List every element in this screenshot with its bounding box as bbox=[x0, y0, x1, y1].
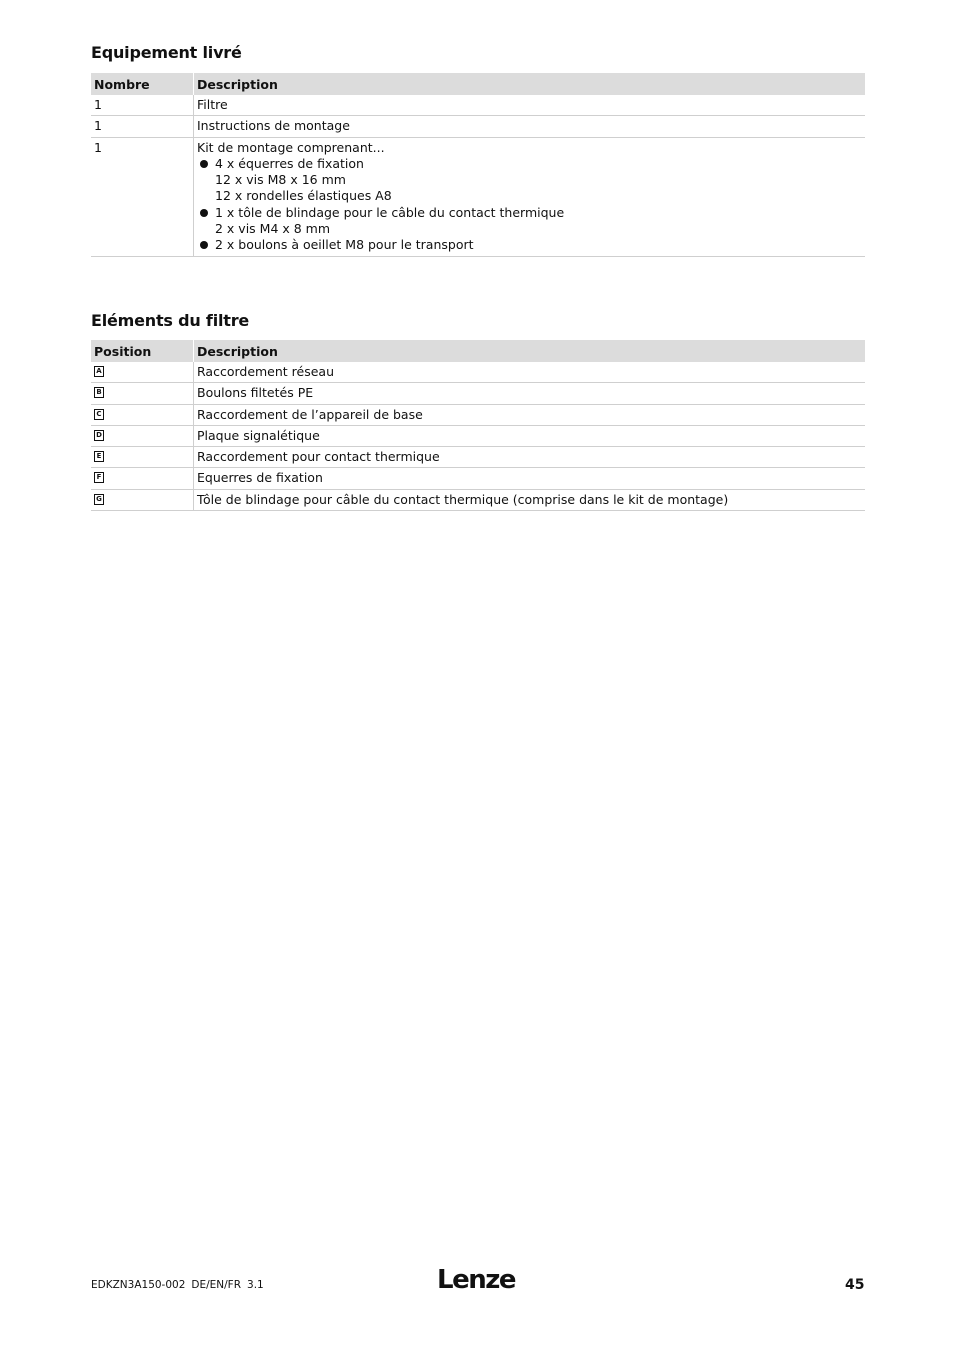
table-row bbox=[91, 468, 865, 489]
position-cell bbox=[91, 383, 194, 404]
count-cell: 1 bbox=[91, 137, 194, 256]
bullet-icon bbox=[200, 160, 208, 168]
description-cell: Raccordement pour contact thermique bbox=[194, 447, 866, 468]
footer-doc-info bbox=[91, 1279, 270, 1291]
description-cell: Filtre bbox=[194, 95, 866, 116]
position-cell bbox=[91, 404, 194, 425]
kit-item bbox=[197, 205, 862, 221]
kit-subitem bbox=[197, 221, 862, 237]
kit-subitem-label: 12 x rondelles élastiques A8 bbox=[215, 188, 392, 204]
lenze-logo: Lenze bbox=[437, 1265, 515, 1295]
doc-version: 3.1 bbox=[247, 1279, 264, 1291]
position-marker-icon: A bbox=[94, 366, 104, 377]
table-row bbox=[91, 404, 865, 425]
kit-item bbox=[197, 237, 862, 253]
delivery-table bbox=[91, 73, 865, 257]
position-marker-icon: C bbox=[94, 409, 104, 420]
description-cell bbox=[194, 137, 866, 256]
table-row bbox=[91, 383, 865, 404]
position-cell bbox=[91, 425, 194, 446]
kit-item-label: 1 x tôle de blindage pour le câble du contact thermique bbox=[215, 204, 565, 220]
section-title-filter-elements: Eléments du filtre bbox=[91, 311, 250, 330]
kit-subitem-label: 12 x vis M8 x 16 mm bbox=[215, 172, 346, 188]
position-cell bbox=[91, 468, 194, 489]
position-marker-icon: E bbox=[94, 451, 104, 462]
description-cell: Raccordement réseau bbox=[194, 362, 866, 383]
position-cell bbox=[91, 489, 194, 510]
table-row bbox=[91, 425, 865, 446]
doc-languages: DE/EN/FR bbox=[191, 1279, 242, 1291]
table-header-row bbox=[91, 340, 865, 362]
bullet-icon bbox=[200, 241, 208, 249]
description-cell: Raccordement de l’appareil de base bbox=[194, 404, 866, 425]
count-cell: 1 bbox=[91, 116, 194, 137]
kit-subitem bbox=[197, 172, 862, 188]
bullet-icon bbox=[200, 209, 208, 217]
description-cell: Equerres de fixation bbox=[194, 468, 866, 489]
description-cell: Plaque signalétique bbox=[194, 425, 866, 446]
kit-subitem bbox=[197, 188, 862, 204]
position-marker-icon: G bbox=[94, 494, 104, 505]
position-cell bbox=[91, 362, 194, 383]
description-cell: Tôle de blindage pour câble du contact thermique (comprise dans le kit de montage) bbox=[194, 489, 866, 510]
description-cell: Boulons filtetés PE bbox=[194, 383, 866, 404]
kit-item-label: 2 x boulons à oeillet M8 pour le transport bbox=[215, 237, 474, 253]
column-header-position: Position bbox=[91, 340, 194, 362]
kit-list bbox=[197, 156, 862, 254]
table-row bbox=[91, 116, 865, 137]
table-row bbox=[91, 447, 865, 468]
page-number: 45 bbox=[845, 1277, 865, 1293]
position-marker-icon: B bbox=[94, 387, 104, 398]
table-row bbox=[91, 95, 865, 116]
position-marker-icon: D bbox=[94, 430, 104, 441]
table-header-row bbox=[91, 73, 865, 95]
description-cell: Instructions de montage bbox=[194, 116, 866, 137]
position-cell bbox=[91, 447, 194, 468]
position-marker-icon: F bbox=[94, 472, 104, 483]
kit-item bbox=[197, 156, 862, 172]
column-header-description: Description bbox=[194, 340, 866, 362]
column-header-count: Nombre bbox=[91, 73, 194, 95]
kit-subitem-label: 2 x vis M4 x 8 mm bbox=[215, 221, 331, 237]
kit-item-label: 4 x équerres de fixation bbox=[215, 155, 364, 171]
kit-intro: Kit de montage comprenant... bbox=[197, 139, 385, 155]
column-header-description: Description bbox=[194, 73, 866, 95]
table-row bbox=[91, 362, 865, 383]
table-row-kit bbox=[91, 137, 865, 256]
table-row bbox=[91, 489, 865, 510]
count-cell: 1 bbox=[91, 95, 194, 116]
doc-code: EDKZN3A150-002 bbox=[91, 1279, 186, 1291]
filter-elements-table bbox=[91, 340, 865, 511]
section-title-delivery: Equipement livré bbox=[91, 43, 242, 62]
